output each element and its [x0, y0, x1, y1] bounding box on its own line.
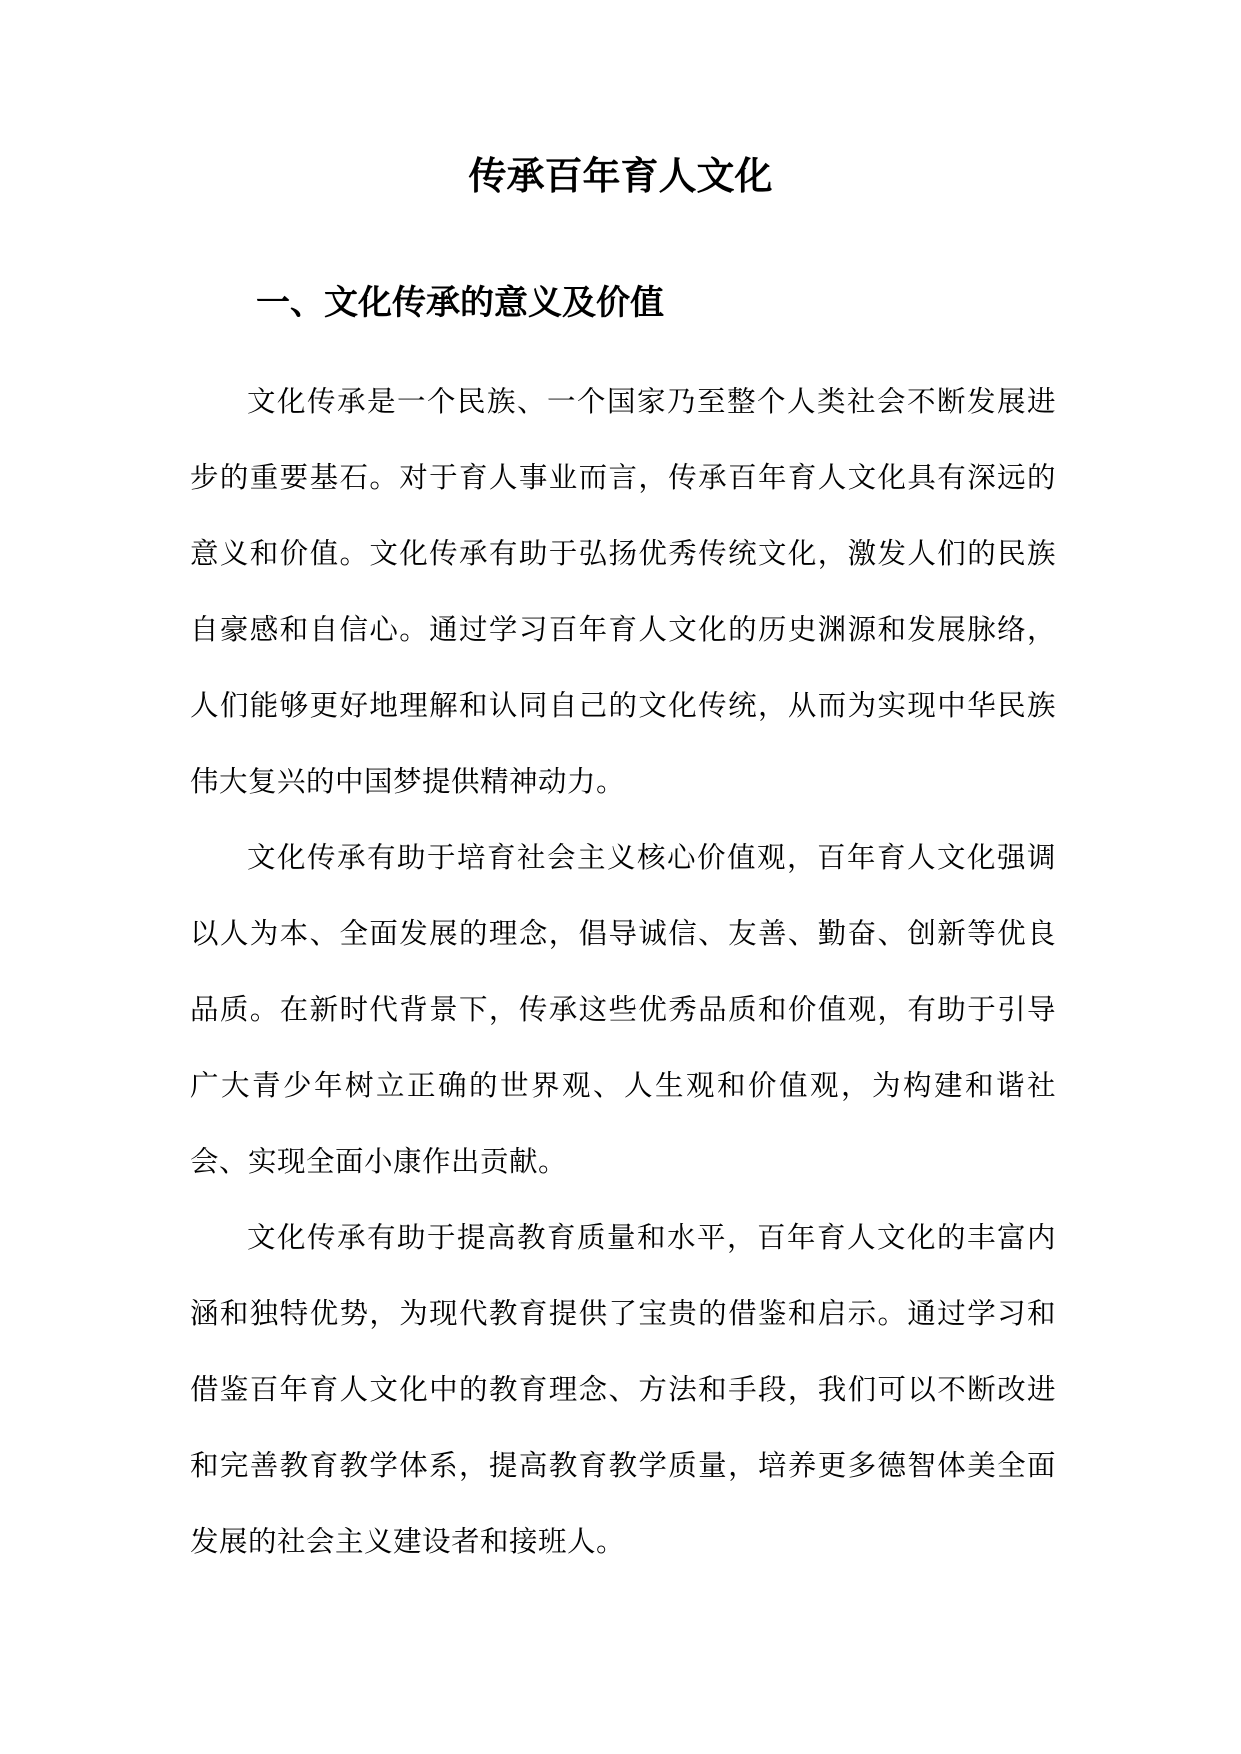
section-heading: 一、文化传承的意义及价值	[256, 283, 664, 323]
document-body	[190, 364, 1056, 1580]
document-title: 传承百年育人文化	[468, 153, 773, 198]
paragraph: 文化传承有助于培育社会主义核心价值观，百年育人文化强调以人为本、全面发展的理念，倡导诚信、友善、勤奋、创新等优良品质。在新时代背景下，传承这些优秀品质和价值观，有助于引导广大青少年树立正确的世界观、人生观和价值观，为构建和谐社会、实现全面小康作出贡献。	[190, 841, 1056, 1178]
paragraph: 文化传承是一个民族、一个国家乃至整个人类社会不断发展进步的重要基石。对于育人事业而言，传承百年育人文化具有深远的意义和价值。文化传承有助于弘扬优秀传统文化，激发人们的民族自豪感和自信心。通过学习百年育人文化的历史渊源和发展脉络，人们能够更好地理解和认同自己的文化传统，从而为实现中华民族伟大复兴的中国梦提供精神动力。	[190, 385, 1056, 798]
paragraph: 文化传承有助于提高教育质量和水平，百年育人文化的丰富内涵和独特优势，为现代教育提供了宝贵的借鉴和启示。通过学习和借鉴百年育人文化中的教育理念、方法和手段，我们可以不断改进和完善教育教学体系，提高教育教学质量，培养更多德智体美全面发展的社会主义建设者和接班人。	[190, 1221, 1056, 1558]
